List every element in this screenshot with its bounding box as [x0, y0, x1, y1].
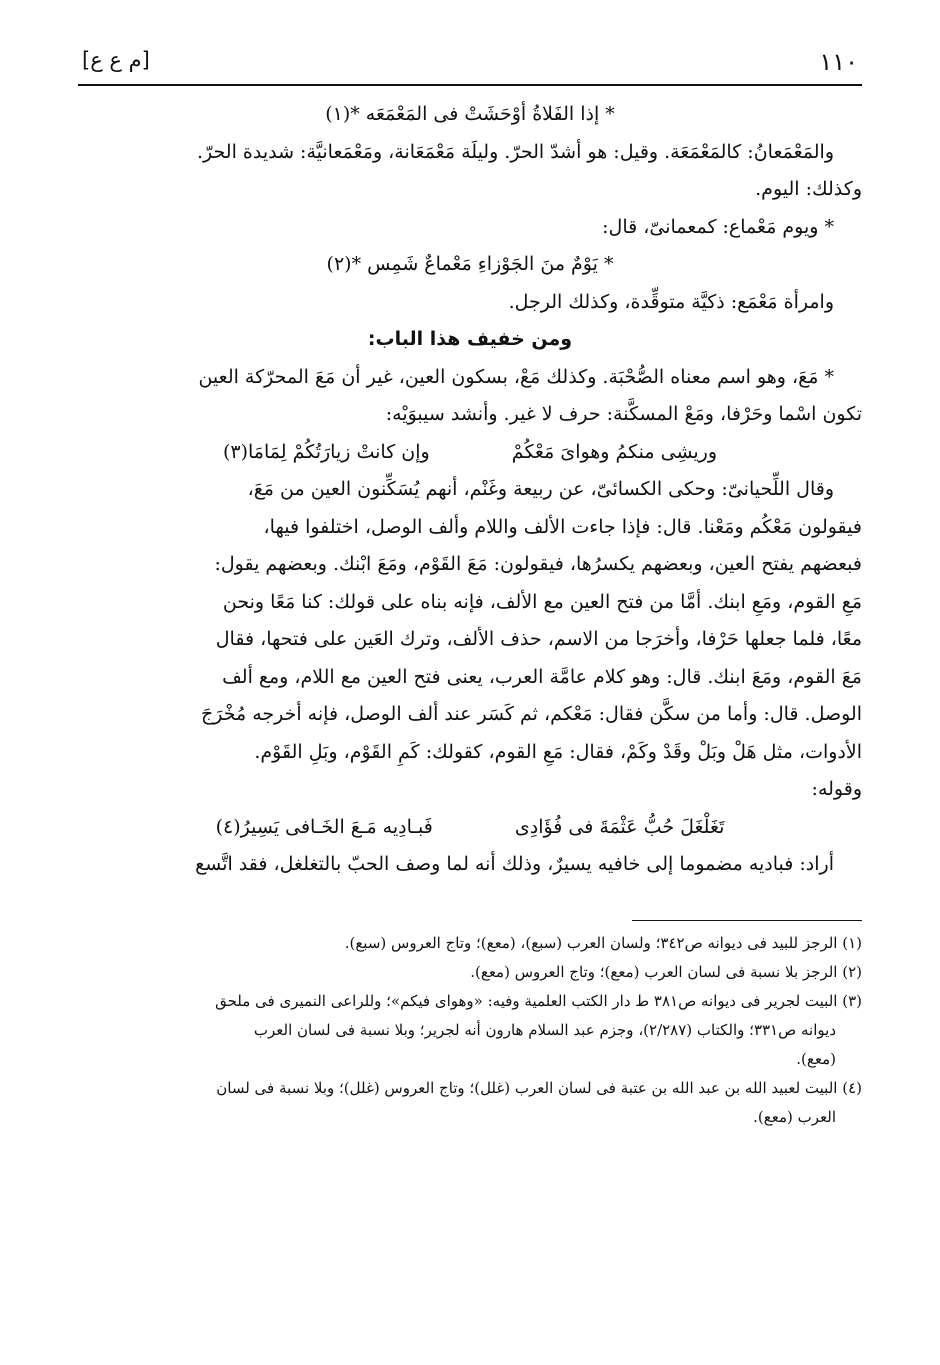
page-number: ١١٠ — [819, 48, 858, 76]
paragraph-line: والمَعْمَعانُ: كالمَعْمَعَة. وقيل: هو أشدّ الحرّ. وليلَة مَعْمَعَانة، ومَعْمَعانيَّة: شديدة الحرّ. — [197, 140, 834, 163]
hemistich-right: تَغَلْغَلَ حُبُّ عَثْمَةَ فى فُؤَادِى — [514, 815, 725, 838]
paragraph-line: الوصل. قال: وأما من سكَّن فقال: مَعْكم، ثم كَسَر عند ألف الوصل، فإنه أخرجه مُخْرَجَ — [200, 703, 862, 725]
hemistich-left: وإن كانتْ زيارَتُكُمْ لِمَامَا(٣) — [222, 440, 430, 463]
footnote-2: (٢) الرجز بلا نسبة فى لسان العرب (معع)؛ وتاج العروس (معع). — [470, 962, 862, 981]
paragraph-line: * ويوم مَعْماع: كمعمانىّ، قال: — [602, 215, 834, 238]
footnote-3-continued: (معع). — [796, 1049, 836, 1068]
footnote-1: (١) الرجز للبيد فى ديوانه ص٣٤٢؛ ولسان العرب (سبع)، (معع)؛ وتاج العروس (سبع). — [344, 933, 862, 952]
root-tag: [م ع ع] — [82, 48, 150, 72]
paragraph-line: مَعِ القوم، ومَعِ ابنك. أمَّا من فتح العين مع الألف، فإنه بناه على قولك: كنا مَعًا ونحن — [222, 590, 862, 613]
hemistich-right: وريشِى منكمُ وهواىَ مَعْكُمْ — [511, 440, 718, 463]
book-page — [78, 44, 862, 1132]
paragraph-line: أراد: فباديه مضموما إلى خافيه يسيرٌ، وذلك أنه لما وصف الحبّ بالتغلغل، فقد اتَّسع — [195, 853, 834, 875]
poem-verse-1 — [78, 434, 862, 472]
hemistich-left: فَبـادِيه مَـعَ الخَـافى يَسِيرُ(٤) — [215, 815, 433, 838]
paragraph-line: تكون اسْما وحَرْفا، ومَعْ المسكَّنة: حرف لا غير. وأنشد سيبوَيْه: — [385, 403, 862, 425]
paragraph-line: * مَعَ، وهو اسم معناه الصُّحْبَة. وكذلك مَعْ، بسكون العين، غير أن مَعَ المحرّكة العين — [198, 365, 834, 388]
paragraph-line: معًا، فلما جعلها حَرْفا، وأخرَجا من الاسم، حذف الألف، وترك العَين على فتحها، فقال — [215, 628, 862, 650]
main-text — [78, 96, 862, 884]
paragraph-line: فبعضهم يفتح العين، وبعضهم يكسرُها، فيقولون: مَعَ القَوْم، ومَعَ ابْنك. وبعضهم يقول: — [214, 553, 862, 575]
footnote-4-continued: العرب (معع). — [753, 1107, 836, 1126]
footnote-3-continued: ديوانه ص٣٣١؛ والكتاب (٢/٢٨٧)، وجزم عبد السلام هارون أنه لجرير؛ وبلا نسبة فى لسان العرب — [253, 1020, 836, 1039]
poem-verse-2 — [78, 809, 862, 847]
verse-line-1: * إذا الفَلاةُ أوْحَشَتْ فى المَعْمَعَه *(١) — [325, 103, 615, 125]
footnote-4: (٤) البيت لعبيد الله بن عبد الله بن عتبة فى لسان العرب (غلل)؛ وتاج العروس (غلل)؛ وبلا نسبة فى لسان — [216, 1078, 862, 1097]
paragraph-line: وقال اللِّحيانىّ: وحكى الكسائىّ، عن ربيعة وغَنْم، أنهم يُسَكِّنون العين من مَعَ، — [247, 478, 834, 500]
paragraph-line: وامرأة مَعْمَع: ذكيَّة متوقِّدة، وكذلك الرجل. — [508, 290, 834, 313]
footnote-divider — [632, 920, 862, 921]
footnotes — [78, 929, 862, 1132]
paragraph-line: فيقولون مَعْكُم ومَعْنا. قال: فإذا جاءت الألف واللام وألف الوصل، اختلفوا فيها، — [263, 515, 862, 538]
footnote-3: (٣) البيت لجرير فى ديوانه ص٣٨١ ط دار الكتب العلمية وفيه: «وهواى فيكم»؛ وللراعى النميرى فى ملحق — [215, 991, 862, 1010]
verse-line-2: * يَوْمٌ منَ الجَوْزاءِ مَعْماعٌ شَمِس *(٢) — [326, 253, 614, 275]
paragraph-line: الأدوات، مثل هَلْ وبَلْ وقَدْ وكَمْ، فقال: مَعِ القوم، كقولك: كَمِ القَوْم، وبَلِ القَوْم. — [254, 740, 862, 763]
paragraph-line: وقوله: — [811, 778, 862, 800]
section-heading: ومن خفيف هذا الباب: — [367, 328, 573, 350]
paragraph-line: وكذلك: اليوم. — [755, 178, 862, 200]
paragraph-line: مَعَ القوم، ومَعَ ابنك. قال: وهو كلام عامَّة العرب، يعنى فتح العين مع اللام، ومع ألف — [222, 665, 862, 688]
page-header — [78, 44, 862, 86]
